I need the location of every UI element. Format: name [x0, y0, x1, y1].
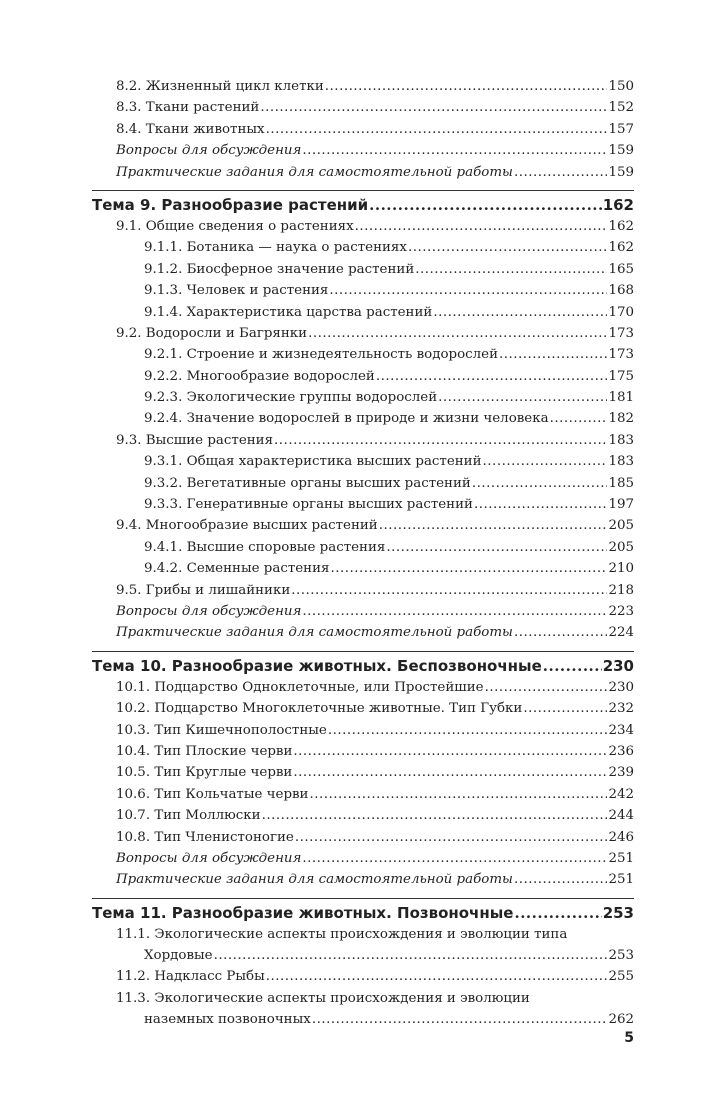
toc-entry-page: 205	[608, 518, 634, 534]
toc-entry	[92, 580, 634, 601]
toc-entry-page: 159	[608, 143, 634, 159]
toc-entry-title: 11.2. Надкласс Рыбы	[116, 969, 265, 985]
leader-dots	[550, 408, 608, 429]
toc-entry-page: 242	[608, 786, 634, 802]
leader-dots	[514, 162, 608, 183]
leader-dots	[312, 1009, 608, 1030]
table-of-contents	[92, 76, 634, 1031]
toc-entry-title: Тема 11. Разнообразие животных. Позвоночные	[92, 903, 514, 922]
toc-entry-page: 170	[608, 304, 634, 320]
toc-entry	[92, 162, 634, 183]
toc-entry	[92, 677, 634, 698]
toc-entry-title: 8.2. Жизненный цикл клетки	[116, 79, 324, 94]
toc-entry-page: 205	[608, 539, 634, 555]
toc-entry-title: 9.5. Грибы и лишайники	[116, 582, 291, 598]
toc-entry	[92, 537, 634, 558]
toc-entry	[92, 366, 634, 387]
toc-entry	[92, 924, 634, 967]
toc-entry-page: 262	[608, 1012, 634, 1028]
leader-dots	[260, 97, 607, 118]
page-number: 5	[624, 1030, 634, 1046]
toc-entry-title-continued: наземных позвоночных	[144, 1012, 311, 1028]
toc-entry-title: 9.4. Многообразие высших растений	[116, 518, 378, 534]
toc-entry-title: 9.3.2. Вегетативные органы высших растений	[144, 475, 471, 491]
toc-entry-page: 150	[608, 79, 634, 94]
toc-entry-page: 251	[608, 872, 634, 888]
leader-dots	[309, 784, 607, 805]
toc-entry-page: 162	[608, 240, 634, 256]
leader-dots	[514, 869, 608, 890]
toc-entry-page: 157	[608, 121, 634, 137]
toc-entry-title: 9.1.1. Ботаника — наука о растениях	[144, 240, 407, 256]
toc-entry-title: 10.8. Тип Членистоногие	[116, 829, 294, 845]
toc-entry-page: 218	[608, 582, 634, 598]
toc-entry-page: 183	[608, 432, 634, 448]
toc-entry-title: 10.5. Тип Круглые черви	[116, 765, 293, 781]
toc-entry-title: 11.3. Экологические аспекты происхождения и эволюции	[116, 990, 530, 1006]
leader-dots	[386, 537, 607, 558]
toc-entry-page: 210	[608, 561, 634, 577]
toc-entry-page: 168	[608, 283, 634, 299]
toc-entry-title: 8.3. Ткани растений	[116, 100, 260, 116]
toc-entry-title: 10.4. Тип Плоские черви	[116, 743, 293, 759]
toc-entry	[92, 430, 634, 451]
toc-entry-page: 230	[602, 656, 634, 675]
toc-entry	[92, 344, 634, 365]
toc-entry-page: 239	[608, 765, 634, 781]
toc-entry-page: 244	[608, 808, 634, 824]
toc-entry	[92, 601, 634, 622]
toc-entry	[92, 451, 634, 472]
leader-dots	[474, 494, 608, 515]
leader-dots	[483, 451, 608, 472]
leader-dots	[293, 762, 607, 783]
toc-entry	[92, 302, 634, 323]
toc-entry-title: 9.1.2. Биосферное значение растений	[144, 261, 415, 277]
toc-entry-page: 159	[608, 164, 634, 180]
toc-entry-page: 162	[608, 218, 634, 234]
toc-entry	[92, 387, 634, 408]
toc-entry-title: 11.1. Экологические аспекты происхождения и эволюции типа	[116, 926, 568, 942]
toc-entry-page: 234	[608, 722, 634, 738]
toc-entry-title: 9.3.3. Генеративные органы высших растений	[144, 497, 473, 513]
toc-entry-page: 253	[602, 903, 634, 922]
toc-entry-page: 185	[608, 475, 634, 491]
toc-entry-title: Вопросы для обсуждения	[116, 603, 302, 619]
toc-entry-title: 9.4.2. Семенные растения	[144, 561, 330, 577]
toc-entry-title: Вопросы для обсуждения	[116, 850, 302, 866]
toc-entry-title: Тема 9. Разнообразие растений	[92, 195, 369, 214]
toc-entry-title: 9.2.3. Экологические группы водорослей	[144, 390, 438, 406]
toc-entry	[92, 515, 634, 536]
leader-dots	[369, 194, 602, 216]
toc-entry-title: 9.2.2. Многообразие водорослей	[144, 368, 375, 384]
toc-entry-title: 8.4. Ткани животных	[116, 121, 265, 137]
toc-entry	[92, 741, 634, 762]
leader-dots	[214, 945, 608, 966]
toc-entry-page: 230	[608, 679, 634, 695]
leader-dots	[499, 344, 607, 365]
toc-entry	[92, 784, 634, 805]
toc-chapter-heading	[92, 651, 634, 677]
leader-dots	[523, 698, 607, 719]
toc-entry-title: 9.2. Водоросли и Багрянки	[116, 325, 308, 341]
toc-entry-page: 253	[608, 948, 634, 964]
toc-entry-title: 9.2.4. Значение водорослей в природе и жизни человека	[144, 411, 549, 427]
toc-entry-title: 10.6. Тип Кольчатые черви	[116, 786, 309, 802]
leader-dots	[274, 430, 607, 451]
toc-entry	[92, 827, 634, 848]
toc-entry-title: 9.4.1. Высшие споровые растения	[144, 539, 386, 555]
leader-dots	[308, 323, 607, 344]
toc-entry	[92, 473, 634, 494]
leader-dots	[485, 677, 608, 698]
toc-entry-title: 9.1.4. Характеристика царства растений	[144, 304, 433, 320]
toc-entry	[92, 237, 634, 258]
leader-dots	[330, 558, 607, 579]
toc-entry-page: 173	[608, 325, 634, 341]
toc-entry-title: Вопросы для обсуждения	[116, 143, 302, 159]
leader-dots	[472, 473, 608, 494]
toc-chapter-heading	[92, 190, 634, 216]
toc-entry	[92, 762, 634, 783]
toc-entry	[92, 76, 634, 97]
toc-entry-page: 255	[608, 969, 634, 985]
toc-entry-title: 9.3.1. Общая характеристика высших растений	[144, 454, 482, 470]
toc-entry	[92, 805, 634, 826]
leader-dots	[328, 720, 608, 741]
leader-dots	[262, 805, 608, 826]
toc-entry-page: 232	[608, 701, 634, 717]
toc-entry-page: 182	[608, 411, 634, 427]
toc-entry	[92, 119, 634, 140]
toc-entry-title: 9.3. Высшие растения	[116, 432, 274, 448]
toc-entry	[92, 622, 634, 643]
toc-entry-title-continued: Хордовые	[144, 948, 213, 964]
leader-dots	[355, 216, 608, 237]
leader-dots	[408, 237, 608, 258]
toc-entry-page: 152	[608, 100, 634, 116]
toc-entry	[92, 323, 634, 344]
toc-entry	[92, 408, 634, 429]
toc-entry	[92, 558, 634, 579]
leader-dots	[302, 848, 607, 869]
toc-entry-page: 165	[608, 261, 634, 277]
leader-dots	[415, 259, 607, 280]
toc-entry-page: 183	[608, 454, 634, 470]
leader-dots	[543, 655, 602, 677]
toc-entry	[92, 97, 634, 118]
leader-dots	[295, 827, 608, 848]
toc-entry	[92, 966, 634, 987]
toc-entry-page: 162	[602, 195, 634, 214]
toc-entry-page: 173	[608, 347, 634, 363]
toc-entry	[92, 280, 634, 301]
leader-dots	[266, 119, 608, 140]
toc-entry-title: 10.3. Тип Кишечнополостные	[116, 722, 327, 738]
toc-entry	[92, 869, 634, 890]
toc-entry-page: 236	[608, 743, 634, 759]
toc-entry-page: 181	[608, 390, 634, 406]
toc-entry-page: 251	[608, 850, 634, 866]
toc-entry-title: Практические задания для самостоятельной работы	[116, 164, 513, 180]
toc-entry-page: 175	[608, 368, 634, 384]
toc-entry-page: 197	[608, 497, 634, 513]
leader-dots	[293, 741, 607, 762]
toc-entry-title: Тема 10. Разнообразие животных. Беспозвоночные	[92, 656, 542, 675]
toc-entry	[92, 698, 634, 719]
toc-entry	[92, 988, 634, 1031]
leader-dots	[325, 76, 608, 97]
leader-dots	[302, 140, 607, 161]
toc-entry	[92, 216, 634, 237]
toc-entry	[92, 720, 634, 741]
toc-entry-page: 223	[608, 603, 634, 619]
toc-entry	[92, 848, 634, 869]
toc-entry-title: Практические задания для самостоятельной работы	[116, 625, 513, 641]
leader-dots	[291, 580, 607, 601]
toc-entry-title: 9.1.3. Человек и растения	[144, 283, 329, 299]
toc-entry	[92, 140, 634, 161]
toc-entry-title: 9.2.1. Строение и жизнедеятельность водорослей	[144, 347, 498, 363]
toc-entry-title: 9.1. Общие сведения о растениях	[116, 218, 354, 234]
leader-dots	[302, 601, 607, 622]
toc-entry-page: 224	[608, 625, 634, 641]
toc-entry-page: 246	[608, 829, 634, 845]
toc-chapter-heading	[92, 898, 634, 924]
leader-dots	[376, 366, 608, 387]
leader-dots	[438, 387, 607, 408]
leader-dots	[433, 302, 607, 323]
toc-entry-title: Практические задания для самостоятельной работы	[116, 872, 513, 888]
leader-dots	[514, 902, 601, 924]
toc-entry-title: 10.2. Подцарство Многоклеточные животные. Тип Губки	[116, 701, 523, 717]
toc-entry-title: 10.7. Тип Моллюски	[116, 808, 261, 824]
toc-entry-title: 10.1. Подцарство Одноклеточные, или Простейшие	[116, 679, 484, 695]
leader-dots	[266, 966, 608, 987]
leader-dots	[329, 280, 607, 301]
toc-entry	[92, 259, 634, 280]
leader-dots	[379, 515, 608, 536]
toc-entry	[92, 494, 634, 515]
leader-dots	[514, 622, 608, 643]
